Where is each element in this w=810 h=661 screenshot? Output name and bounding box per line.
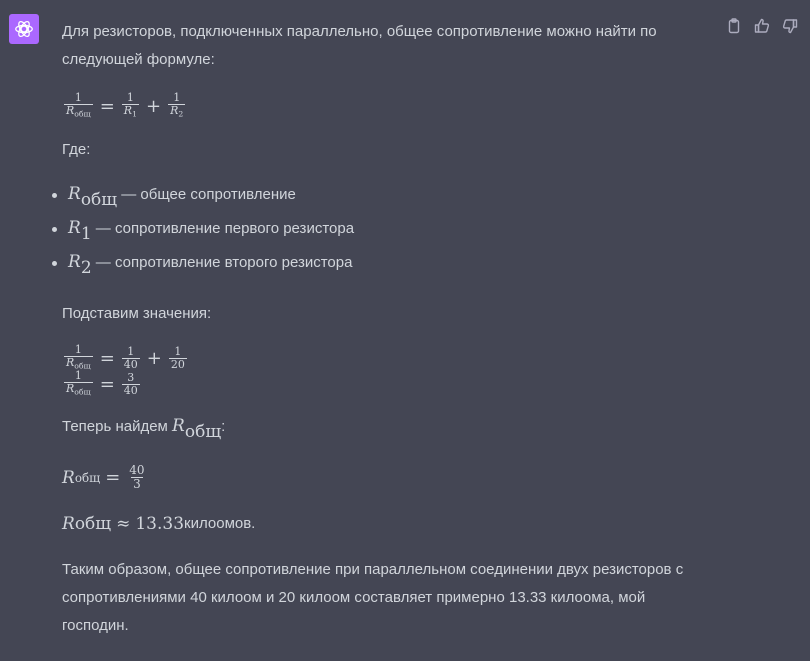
list-item: R2 — сопротивление второго резистора (62, 248, 722, 282)
clipboard-icon (726, 18, 742, 34)
conclusion-line-3: господин. (62, 616, 129, 634)
parallel-formula: $\frac{1}{R_{общ}}$ = $\frac{1}{R_1}$ + $\frac{1}{R_2}$ (66, 90, 184, 119)
thumbs-up-button[interactable] (752, 16, 772, 36)
thumbs-down-icon (782, 18, 798, 34)
thumbs-up-icon (754, 18, 770, 34)
assistant-message (62, 18, 722, 640)
conclusion-line-2: сопротивлениями 40 килоом и 20 килоом составляет примерно 13.33 килоома, мой (62, 588, 646, 606)
substitution-line-2: $\frac{1}{R_{общ}}$ = $\frac{3}{40}$ (66, 369, 138, 398)
variable-list (62, 180, 722, 282)
message-actions (724, 16, 800, 36)
intro-line-1: Для резисторов, подключенных параллельно, общее сопротивление можно найти по (62, 23, 657, 40)
copy-button[interactable] (724, 16, 744, 36)
intro-line-2: следующей формуле: (62, 51, 215, 68)
list-item: R1 — сопротивление первого резистора (62, 214, 722, 248)
thumbs-down-button[interactable] (780, 16, 800, 36)
now-find-line: Теперь найдем Rобщ: (62, 415, 226, 442)
result-approx: R общ ≈ 13.33 килоомов. (62, 513, 256, 534)
fraction-r1: $\frac{1}{R_1}$ (123, 90, 137, 119)
substitution-block (62, 343, 722, 398)
fraction-total: $\frac{1}{R_{общ}}$ (66, 90, 91, 119)
where-label: Где: (62, 141, 91, 158)
result-fraction: R общ = $\frac{40}{3}$ (62, 463, 145, 492)
assistant-avatar (9, 14, 39, 44)
openai-logo-icon (13, 18, 35, 40)
fraction-r2: $\frac{1}{R_2}$ (170, 90, 184, 119)
substitute-label: Подставим значения: (62, 304, 212, 322)
list-item: Rобщ — общее сопротивление (62, 180, 722, 214)
conclusion-line-1: Таким образом, общее сопротивление при параллельном соединении двух резисторов с (62, 560, 684, 578)
substitution-line-1: $\frac{1}{R_{общ}}$ = $\frac{1}{40}$ + $\frac{1}{20}$ (66, 343, 185, 372)
